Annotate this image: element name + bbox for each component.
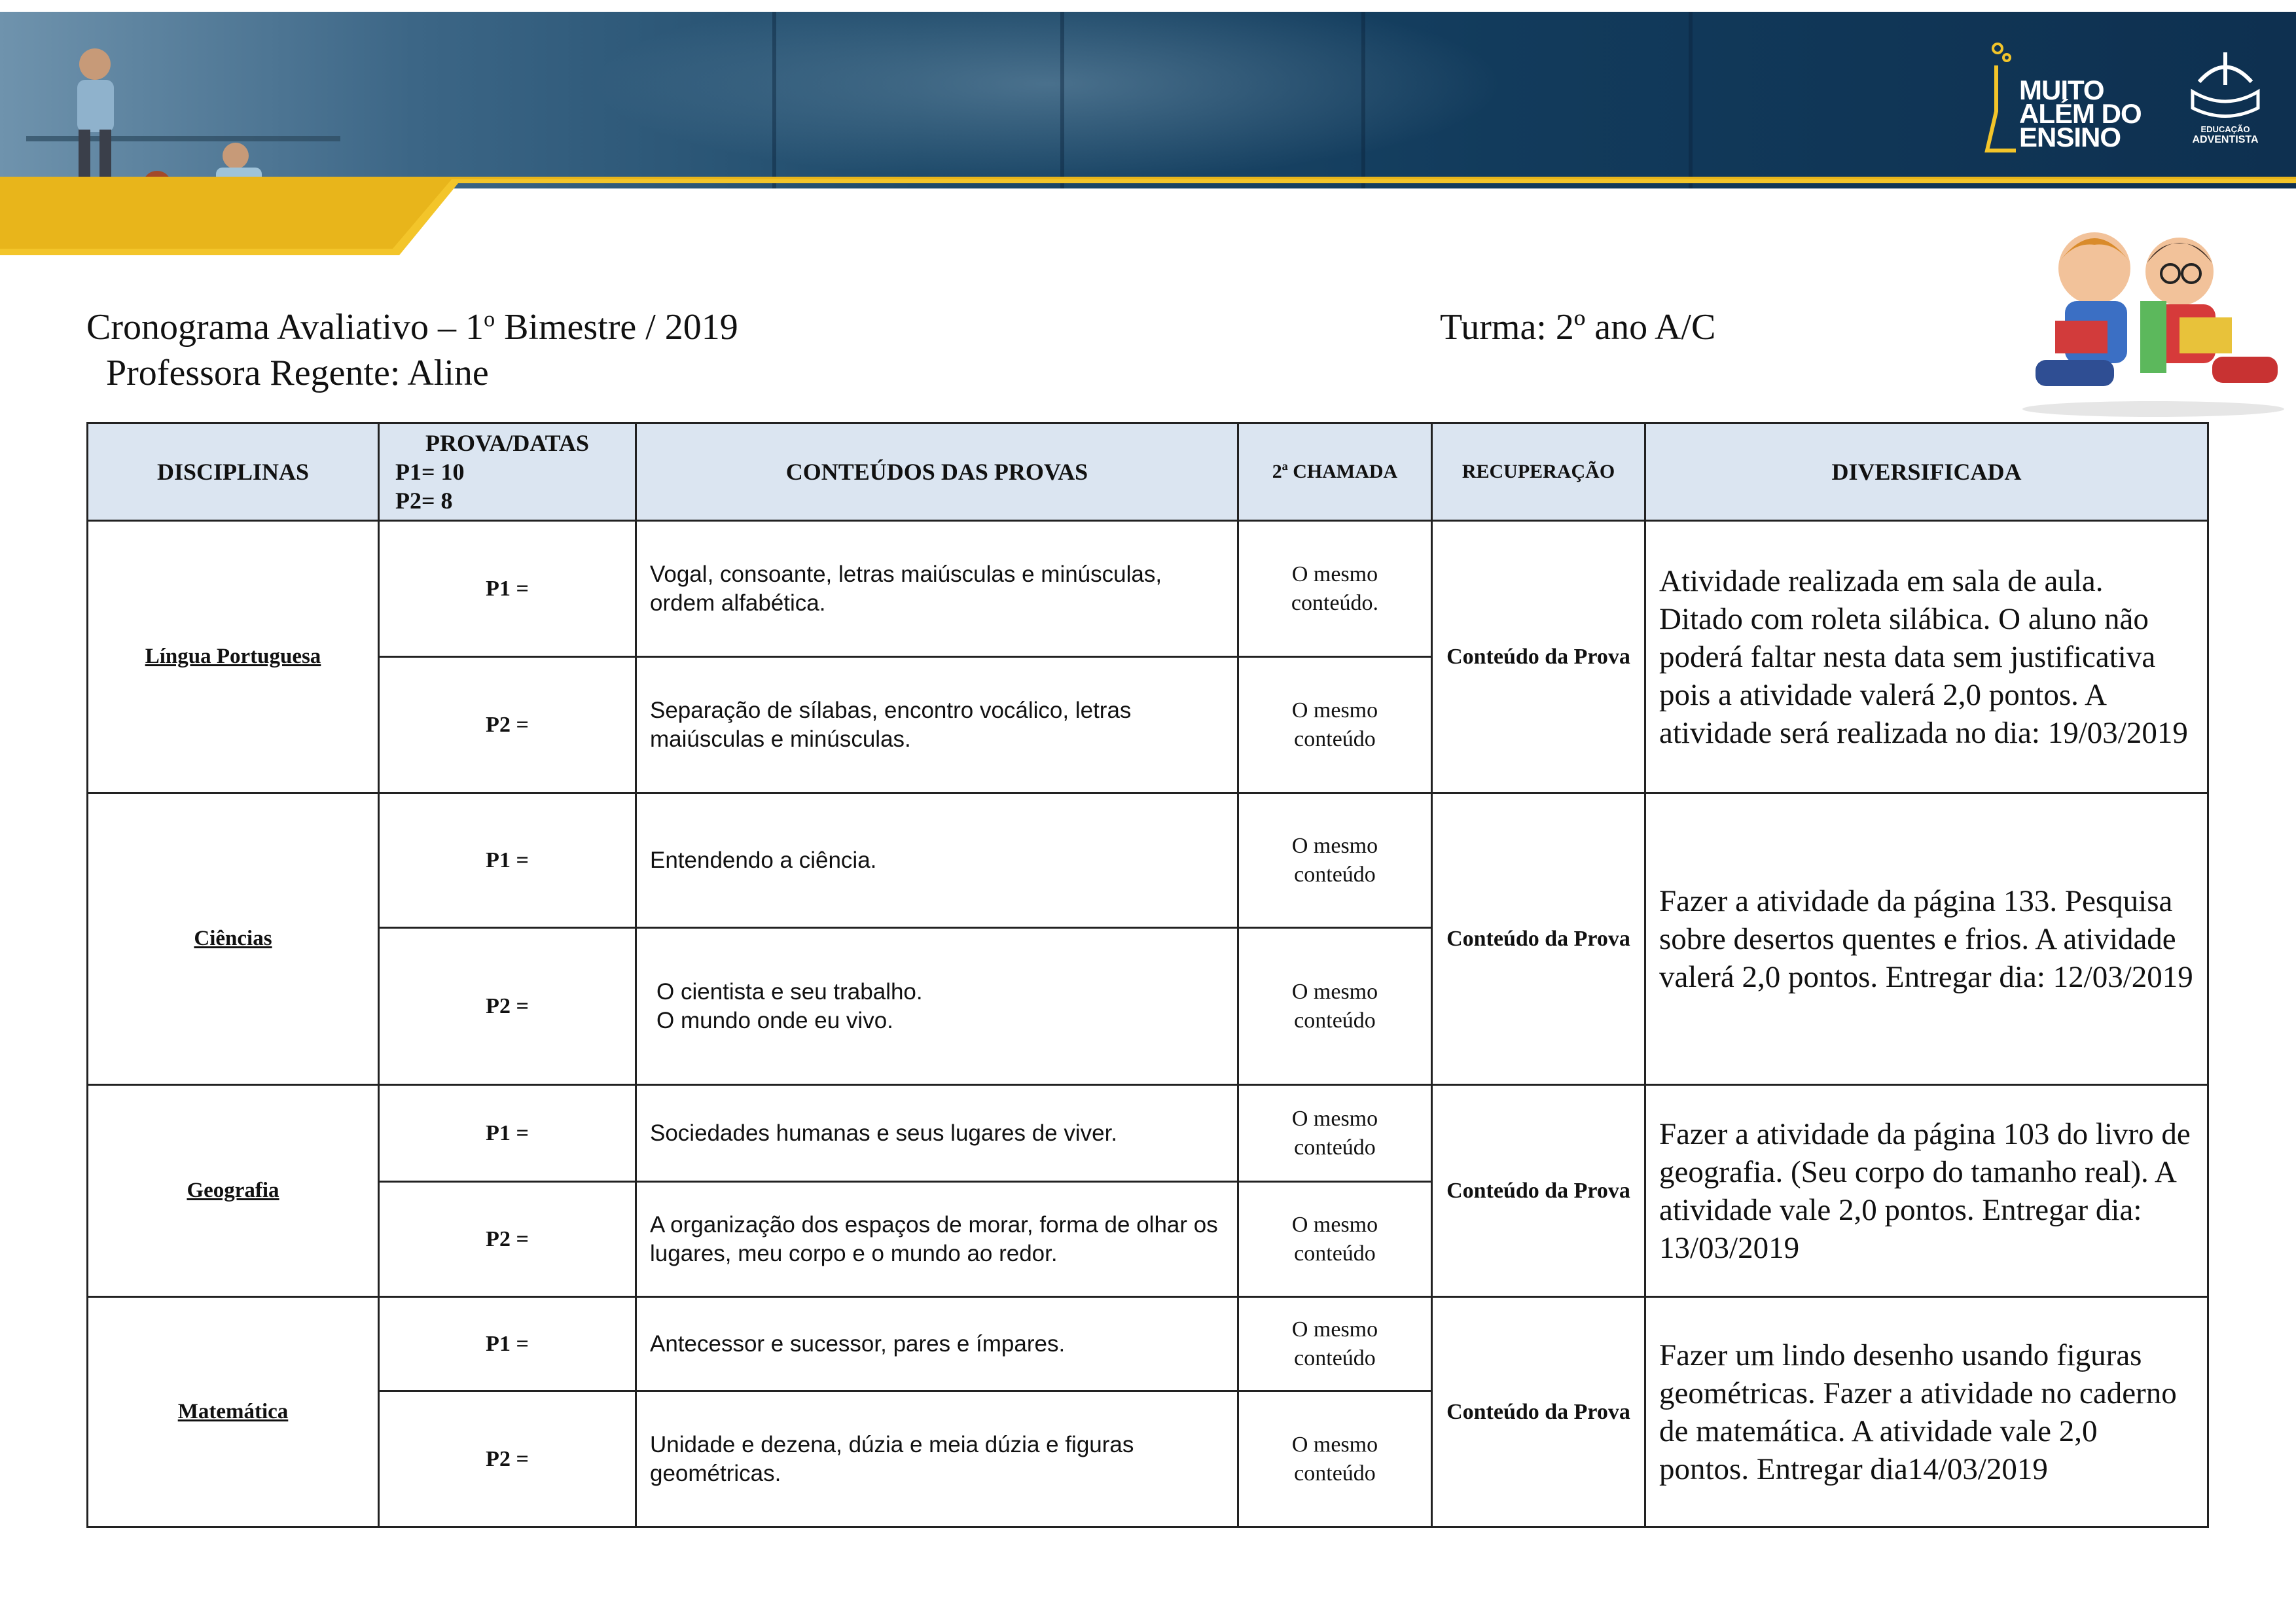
logo-line-1: MUITO — [2019, 75, 2104, 105]
p2-content: Unidade e dezena, dúzia e meia dúzia e figuras geométricas. — [636, 1391, 1238, 1527]
header-prova-datas — [379, 423, 636, 521]
header-segunda-chamada: 2ª CHAMADA — [1238, 423, 1432, 521]
header-prova-p2: P2= 8 — [395, 488, 453, 514]
p1-label: P1 = — [379, 793, 636, 928]
discipline-ciencias: Ciências — [88, 793, 379, 1085]
header-diversificada: DIVERSIFICADA — [1645, 423, 2208, 521]
p2-chamada: O mesmo conteúdo — [1238, 657, 1432, 793]
p2-chamada: O mesmo conteúdo — [1238, 1182, 1432, 1297]
assessment-schedule-table — [86, 422, 2209, 1528]
discipline-lingua-portuguesa: Língua Portuguesa — [88, 521, 379, 793]
p2-chamada: O mesmo conteúdo — [1238, 1391, 1432, 1527]
title-suffix: Bimestre / 2019 — [495, 307, 738, 348]
discipline-matematica: Matemática — [88, 1297, 379, 1527]
p2-label: P2 = — [379, 1182, 636, 1297]
p2-content: A organização dos espaços de morar, forma de olhar os lugares, meu corpo e o mundo ao redor. — [636, 1182, 1238, 1297]
diversificada-cell: Fazer a atividade da página 133. Pesquisa sobre desertos quentes e frios. A atividade valerá 2,0 pontos. Entregar dia: 12/03/2019 — [1645, 793, 2208, 1085]
recuperacao-cell: Conteúdo da Prova — [1432, 793, 1645, 1085]
recuperacao-cell: Conteúdo da Prova — [1432, 1085, 1645, 1297]
logo-ea-line-1: EDUCAÇÃO — [2200, 124, 2250, 134]
logo-line-2: ALÉM DO — [2019, 98, 2142, 129]
header-disciplinas: DISCIPLINAS — [88, 423, 379, 521]
p1-label: P1 = — [379, 521, 636, 657]
document-title — [86, 306, 738, 348]
header-conteudos: CONTEÚDOS DAS PROVAS — [636, 423, 1238, 521]
table-row — [88, 793, 2208, 928]
discipline-geografia: Geografia — [88, 1085, 379, 1297]
p1-content: Vogal, consoante, letras maiúsculas e minúsculas, ordem alfabética. — [636, 521, 1238, 657]
muito-alem-do-ensino-logo — [1983, 39, 2153, 164]
p2-content-line: O mundo onde eu vivo. — [656, 1007, 893, 1033]
table-row — [88, 521, 2208, 657]
p2-label: P2 = — [379, 928, 636, 1085]
class-label: Turma: 2º ano A/C — [1440, 307, 1716, 348]
diversificada-cell: Atividade realizada em sala de aula. Ditado com roleta silábica. O aluno não poderá faltar nesta data sem justificativa pois a atividade valerá 2,0 pontos. A atividade será realizada no dia: 19/03/2019 — [1645, 521, 2208, 793]
diversificada-cell: Fazer um lindo desenho usando figuras geométricas. Fazer a atividade no caderno de matemática. A atividade vale 2,0 pontos. Entregar dia14/03/2019 — [1645, 1297, 2208, 1527]
recuperacao-cell: Conteúdo da Prova — [1432, 1297, 1645, 1527]
logo-line-3: ENSINO — [2019, 122, 2121, 152]
p1-label: P1 = — [379, 1297, 636, 1391]
table-row — [88, 1297, 2208, 1391]
title-ordinal: o — [484, 307, 495, 332]
p2-chamada: O mesmo conteúdo — [1238, 928, 1432, 1085]
children-playing-illustration — [26, 38, 340, 188]
teacher-name: Professora Regente: Aline — [106, 353, 489, 393]
p2-label: P2 = — [379, 657, 636, 793]
table-header-row — [88, 423, 2208, 521]
p1-content: Sociedades humanas e seus lugares de viver. — [636, 1085, 1238, 1182]
p2-label: P2 = — [379, 1391, 636, 1527]
educacao-adventista-logo — [2173, 46, 2278, 151]
p1-content: Antecessor e sucessor, pares e ímpares. — [636, 1297, 1238, 1391]
logo-ea-line-2: ADVENTISTA — [2192, 134, 2259, 145]
kids-reading-illustration — [2016, 223, 2291, 419]
header-recuperacao: RECUPERAÇÃO — [1432, 423, 1645, 521]
p1-chamada: O mesmo conteúdo — [1238, 1297, 1432, 1391]
p1-chamada: O mesmo conteúdo — [1238, 793, 1432, 928]
header-banner — [0, 0, 2296, 275]
title-prefix: Cronograma Avaliativo – 1 — [86, 307, 484, 348]
table-row — [88, 1085, 2208, 1182]
p2-content — [636, 928, 1238, 1085]
p1-label: P1 = — [379, 1085, 636, 1182]
header-prova-title: PROVA/DATAS — [425, 430, 590, 456]
p1-chamada: O mesmo conteúdo — [1238, 1085, 1432, 1182]
yellow-band-decoration — [0, 177, 2296, 268]
p1-chamada: O mesmo conteúdo. — [1238, 521, 1432, 657]
header-prova-p1: P1= 10 — [395, 459, 465, 485]
p1-content: Entendendo a ciência. — [636, 793, 1238, 928]
recuperacao-cell: Conteúdo da Prova — [1432, 521, 1645, 793]
diversificada-cell: Fazer a atividade da página 103 do livro de geografia. (Seu corpo do tamanho real). A atividade vale 2,0 pontos. Entregar dia: 13/03/2019 — [1645, 1085, 2208, 1297]
banner-photo — [0, 12, 2296, 188]
p2-content-line: O cientista e seu trabalho. — [656, 978, 923, 1005]
p2-content: Separação de sílabas, encontro vocálico, letras maiúsculas e minúsculas. — [636, 657, 1238, 793]
